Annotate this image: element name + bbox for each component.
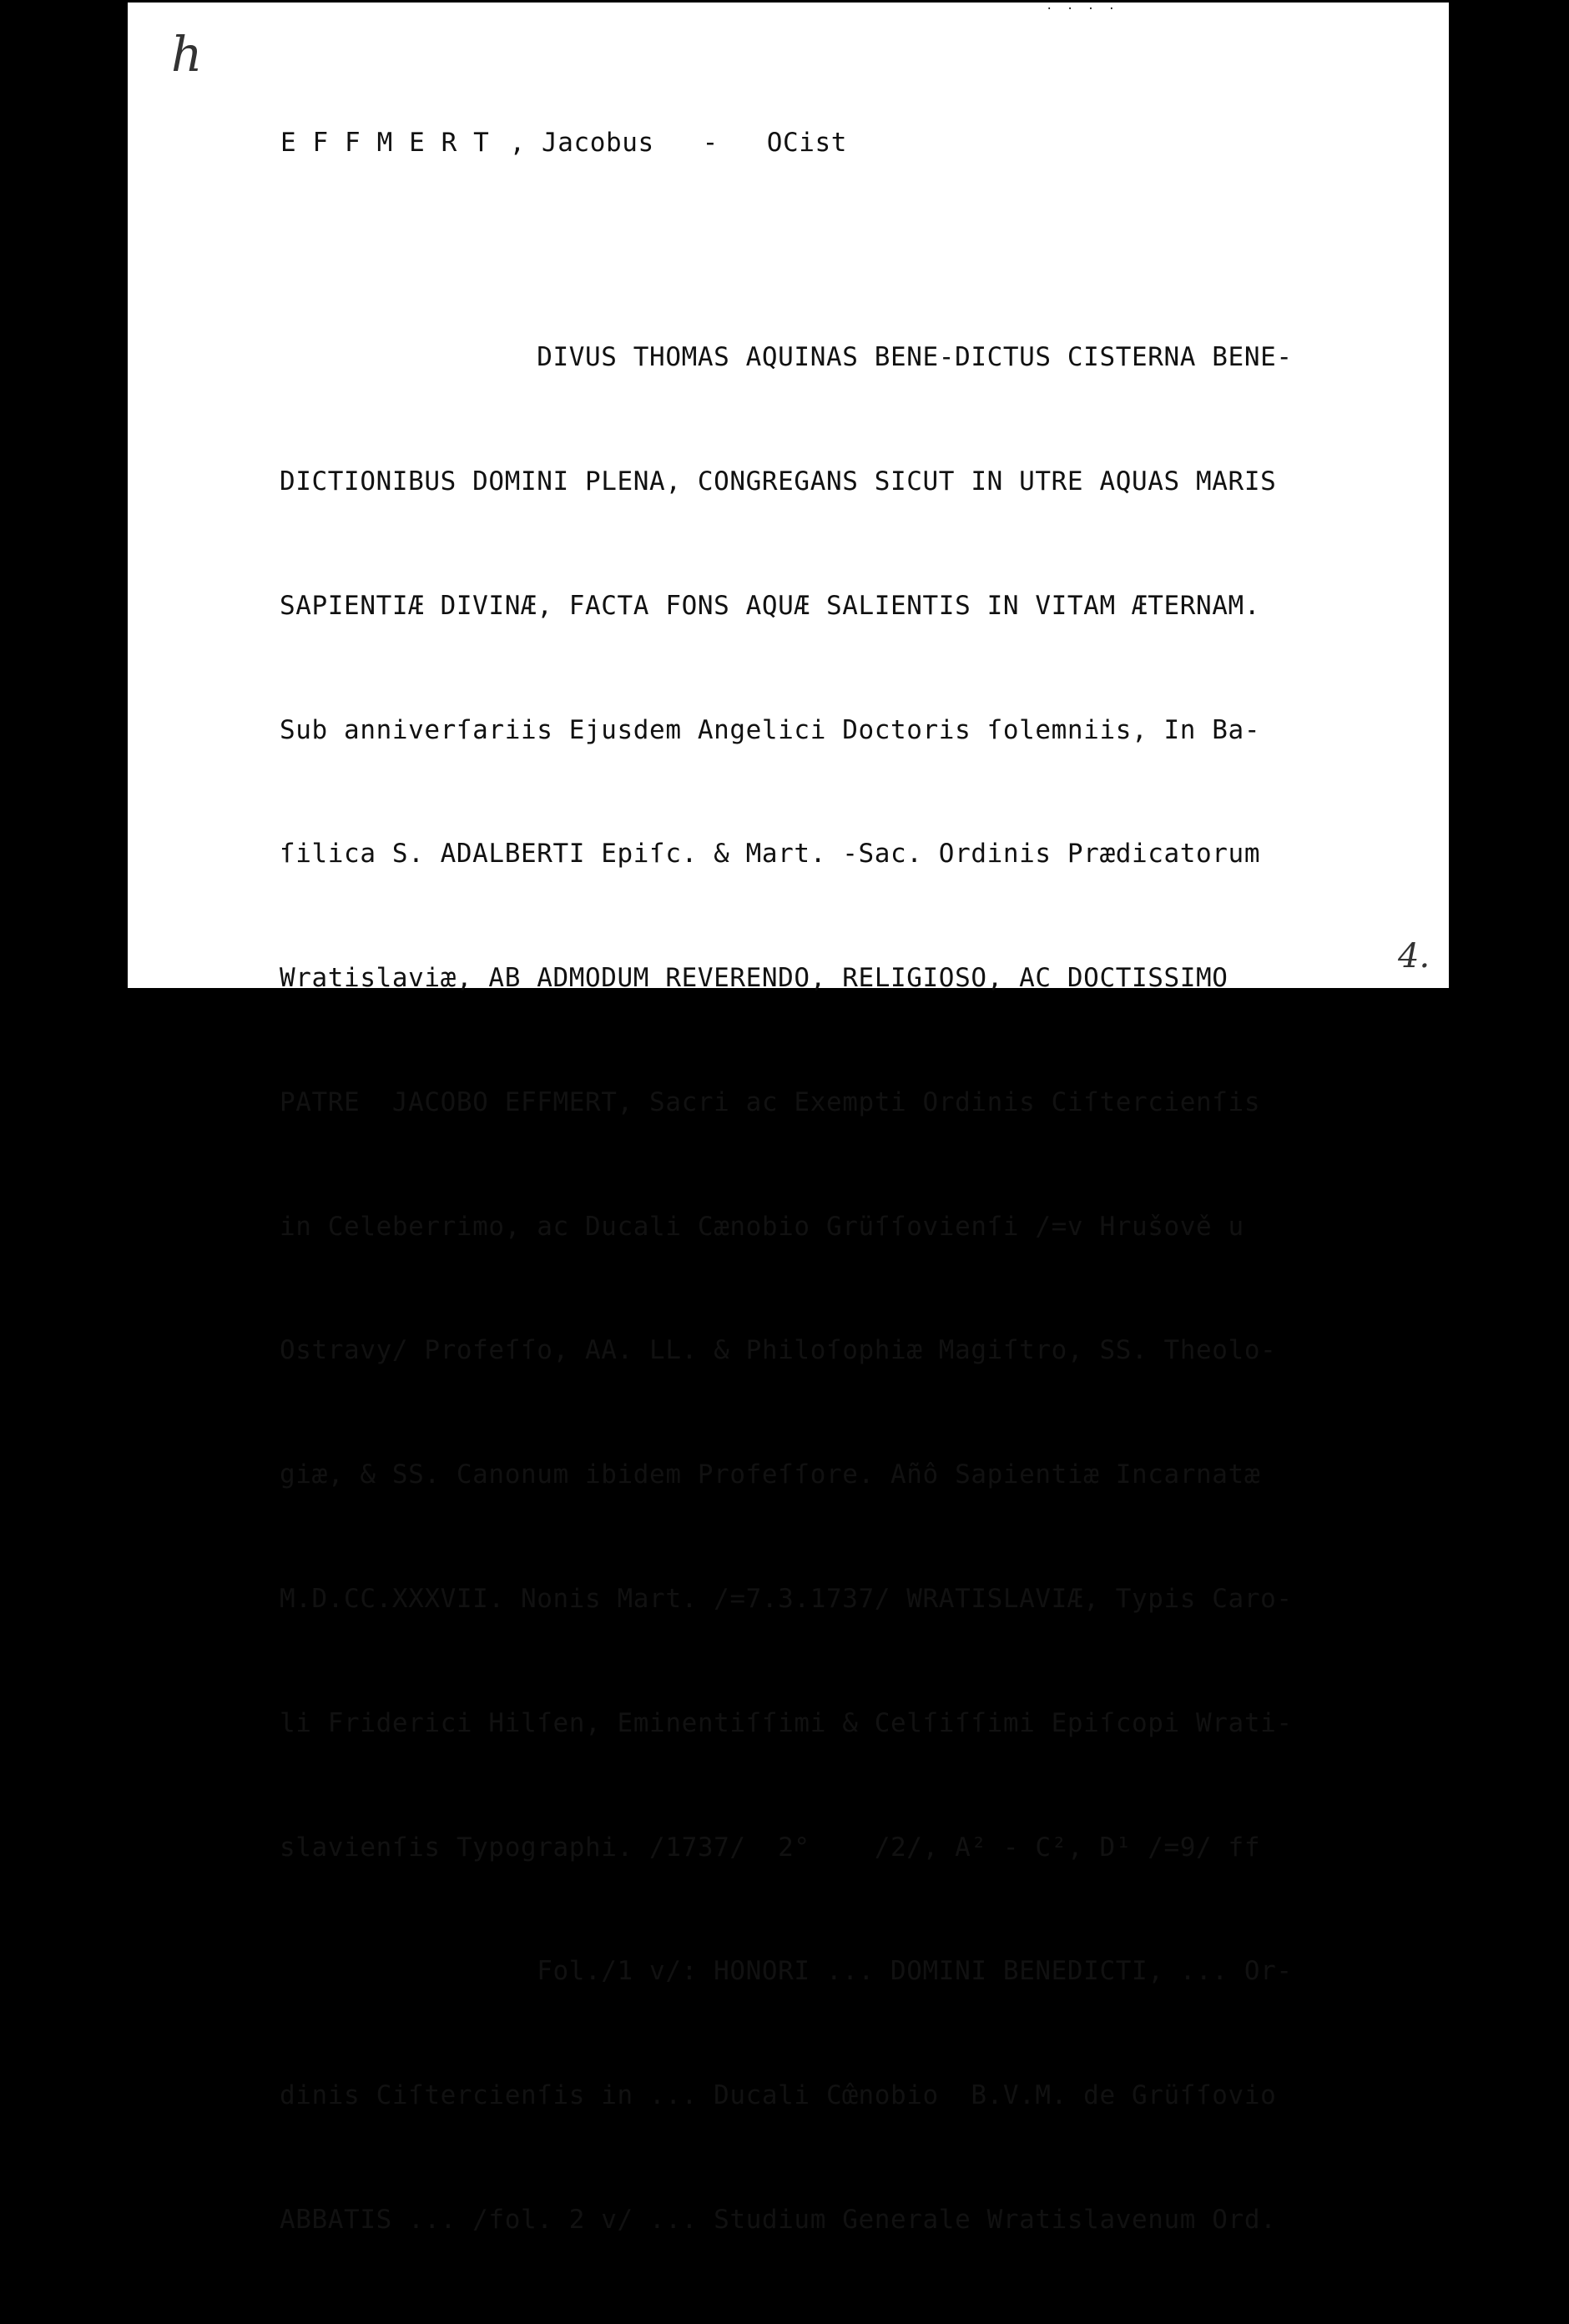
body-line: giæ, & SS. Canonum ibidem Profeſſore. Añô Sapientiæ Incarnatæ: [280, 1459, 1261, 1490]
handwritten-number-bottom-right: 4.: [1398, 937, 1430, 975]
body-line: M.D.CC.XXXVII. Nonis Mart. /=7.3.1737/ WRATISLAVIÆ, Typis Caro-: [280, 1584, 1293, 1614]
heading-comma: ,: [509, 128, 526, 158]
body-line: slavienſis Typographi. /1737/ 2° /2/, A² - C², D¹ /=9/ ff: [280, 1832, 1261, 1863]
author-given-name: Jacobus: [541, 128, 654, 158]
card-body: [280, 255, 1293, 2324]
author-surname: E F F M E R T: [280, 128, 490, 158]
catalog-card: [128, 3, 1449, 2235]
body-line: Ostravy/ Profeſſo, AA. LL. & Philoſophiæ Magiſtro, SS. Theolo-: [280, 1335, 1277, 1366]
body-line: Sub anniverſariis Ejusdem Angelici Doctoris ſolemniis, In Ba-: [280, 714, 1261, 745]
heading-dash: -: [702, 128, 719, 158]
body-line: DICTIONIBUS DOMINI PLENA, CONGREGANS SICUT IN UTRE AQUAS MARIS: [280, 466, 1277, 497]
body-line: in Celeberrimo, ac Ducali Cænobio Grüſſovienſi /=v Hrušově u: [280, 1211, 1244, 1242]
body-line: SAPIENTIÆ DIVINÆ, FACTA FONS AQUÆ SALIENTIS IN VITAM ÆTERNAM.: [280, 590, 1261, 621]
religious-order: OCist: [766, 128, 848, 158]
body-line: li Friderici Hilſen, Eminentiſſimi & Celſiſſimi Epiſcopi Wrati-: [280, 1707, 1293, 1738]
body-line: ſilica S. ADALBERTI Epiſc. & Mart. -Sac. Ordinis Prædicatorum: [280, 839, 1261, 870]
body-line: PATRE JACOBO EFFMERT, Sacri ac Exempti Ordinis Ciſtercienſis: [280, 1086, 1261, 1117]
top-edge-marks: · · · ·: [1046, 3, 1119, 16]
body-line: dinis Ciſtercienſis in ... Ducali Cœ̂nobio B.V.M. de Grüſſovio: [280, 2080, 1277, 2111]
handwritten-mark-top-left: h: [171, 26, 203, 83]
body-line: Fol./1 v/: HONORI ... DOMINI BENEDICTI, ... Or-: [280, 1956, 1293, 1987]
body-line: DIVUS THOMAS AQUINAS BENE-DICTUS CISTERNA BENE-: [280, 342, 1293, 373]
body-line: ABBATIS ... /fol. 2 v/ ... Studium Generale Wratislavenum Ord.: [280, 2204, 1277, 2235]
card-heading: [280, 128, 847, 158]
body-line: Wratislaviæ, AB ADMODUM REVERENDO, RELIGIOSO, AC DOCTISSIMO: [280, 963, 1228, 994]
